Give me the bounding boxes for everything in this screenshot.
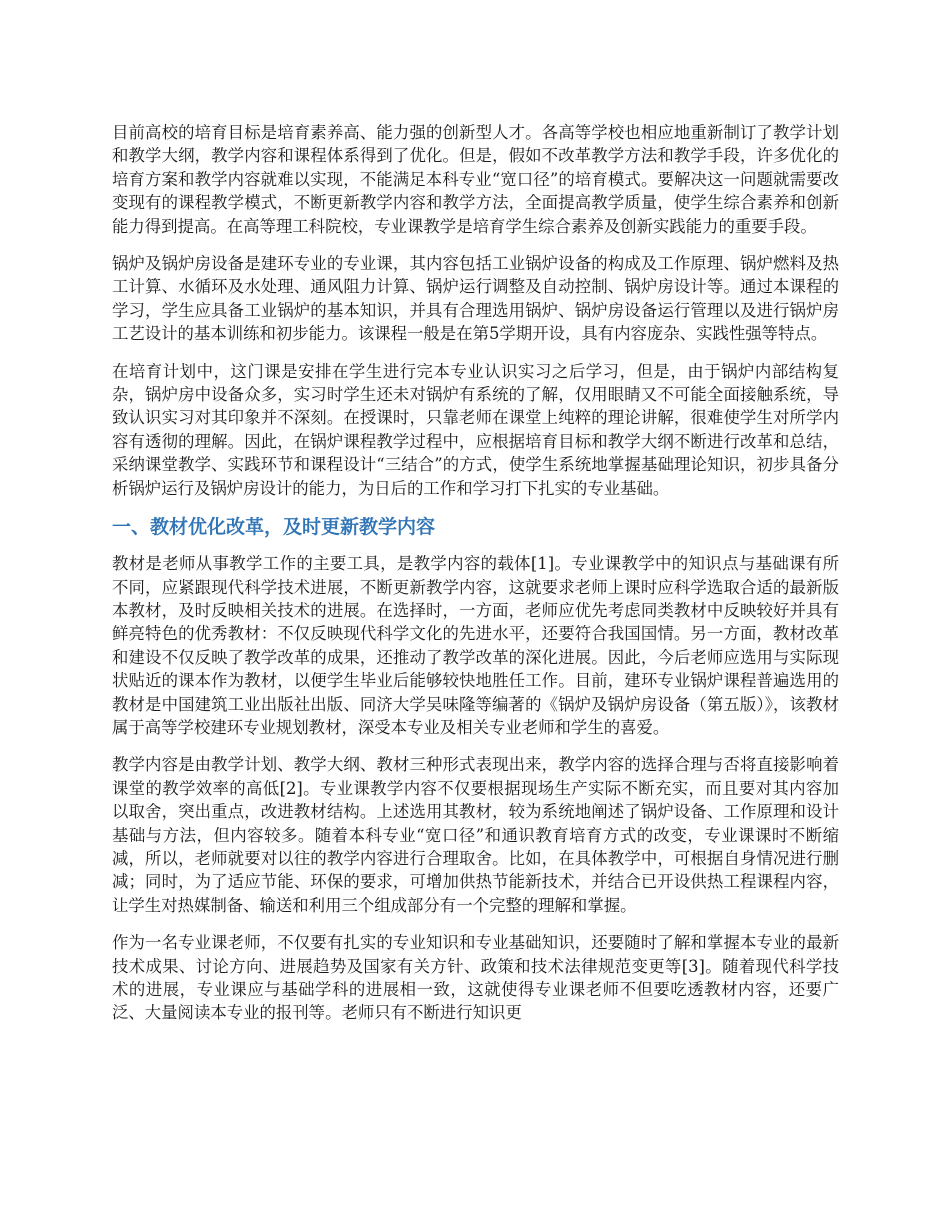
paragraph: 在培育计划中，这门课是安排在学生进行完本专业认识实习之后学习，但是，由于锅炉内部结构复杂，锅炉房中设备众多，实习时学生还未对锅炉有系统的了解，仅用眼睛又不可能全面接触系统，导致认识实习对其印象并不深刻。在授课时，只靠老师在课堂上纯粹的理论讲解，很难使学生对所学内容有透彻的理解。因此，在锅炉课程教学过程中，应根据培育目标和教学大纲不断进行改革和总结，采纳课堂教学、实践环节和课程设计“三结合”的方式，使学生系统地掌握基础理论知识，初步具备分析锅炉运行及锅炉房设计的能力，为日后的工作和学习打下扎实的专业基础。 — [112, 361, 839, 498]
paragraph: 作为一名专业课老师，不仅要有扎实的专业知识和专业基础知识，还要随时了解和掌握本专业的最新技术成果、讨论方向、进展趋势及国家有关方针、政策和技术法律规范变更等[3]。随着现代科学技术的进展，专业课应与基础学科的进展相一致，这就使得专业课老师不但要吃透教材内容，还要广泛、大量阅读本专业的报刊等。老师只有不断进行知识更 — [112, 933, 839, 1023]
paragraph: 目前高校的培育目标是培育素养高、能力强的创新型人才。各高等学校也相应地重新制订了教学计划和教学大纲，教学内容和课程体系得到了优化。但是，假如不改革教学方法和教学手段，许多优化的培育方案和教学内容就难以实现，不能满足本科专业“宽口径”的培育模式。要解决这一问题就需要改变现有的课程教学模式，不断更新教学内容和教学方法，全面提高教学质量，使学生综合素养和创新能力得到提高。在高等理工科院校，专业课教学是培育学生综合素养及创新实践能力的重要手段。 — [112, 123, 839, 236]
document-page — [112, 121, 839, 1039]
paragraph: 锅炉及锅炉房设备是建环专业的专业课，其内容包括工业锅炉设备的构成及工作原理、锅炉燃料及热工计算、水循环及水处理、通风阻力计算、锅炉运行调整及自动控制、锅炉房设计等。通过本课程的学习，学生应具备工业锅炉的基本知识，并具有合理选用锅炉、锅炉房设备运行管理以及进行锅炉房工艺设计的基本训练和初步能力。该课程一般是在第5学期开设，具有内容庞杂、实践性强等特点。 — [112, 254, 839, 344]
paragraph: 教学内容是由教学计划、教学大纲、教材三种形式表现出来，教学内容的选择合理与否将直接影响着课堂的教学效率的高低[2]。专业课教学内容不仅要根据现场生产实际不断充实，而且要对其内容加以取舍，突出重点，改进教材结构。上述选用其教材，较为系统地阐述了锅炉设备、工作原理和设计基础与方法，但内容较多。随着本科专业“宽口径”和通识教育培育方式的改变，专业课课时不断缩减，所以，老师就要对以往的教学内容进行合理取舍。比如，在具体教学中，可根据自身情况进行删减；同时，为了适应节能、环保的要求，可增加供热节能新技术，并结合已开设供热工程课程内容，让学生对热媒制备、输送和利用三个组成部分有一个完整的理解和掌握。 — [112, 755, 839, 915]
paragraph: 教材是老师从事教学工作的主要工具，是教学内容的载体[1]。专业课教学中的知识点与基础课有所不同，应紧跟现代科学技术进展，不断更新教学内容，这就要求老师上课时应科学选取合适的最新版本教材，及时反映相关技术的进展。在选择时，一方面，老师应优先考虑同类教材中反映较好并具有鲜亮特色的优秀教材：不仅反映现代科学文化的先进水平，还要符合我国国情。另一方面，教材改革和建设不仅反映了教学改革的成果，还推动了教学改革的深化进展。因此，今后老师应选用与实际现状贴近的课本作为教材，以便学生毕业后能够较快地胜任工作。目前，建环专业锅炉课程普遍选用的教材是中国建筑工业出版社出版、同济大学吴味隆等编著的《锅炉及锅炉房设备（第五版）》，该教材属于高等学校建环专业规划教材，深受本专业及相关专业老师和学生的喜爱。 — [112, 554, 839, 737]
section-heading: 一、教材优化改革，及时更新教学内容 — [112, 516, 436, 539]
